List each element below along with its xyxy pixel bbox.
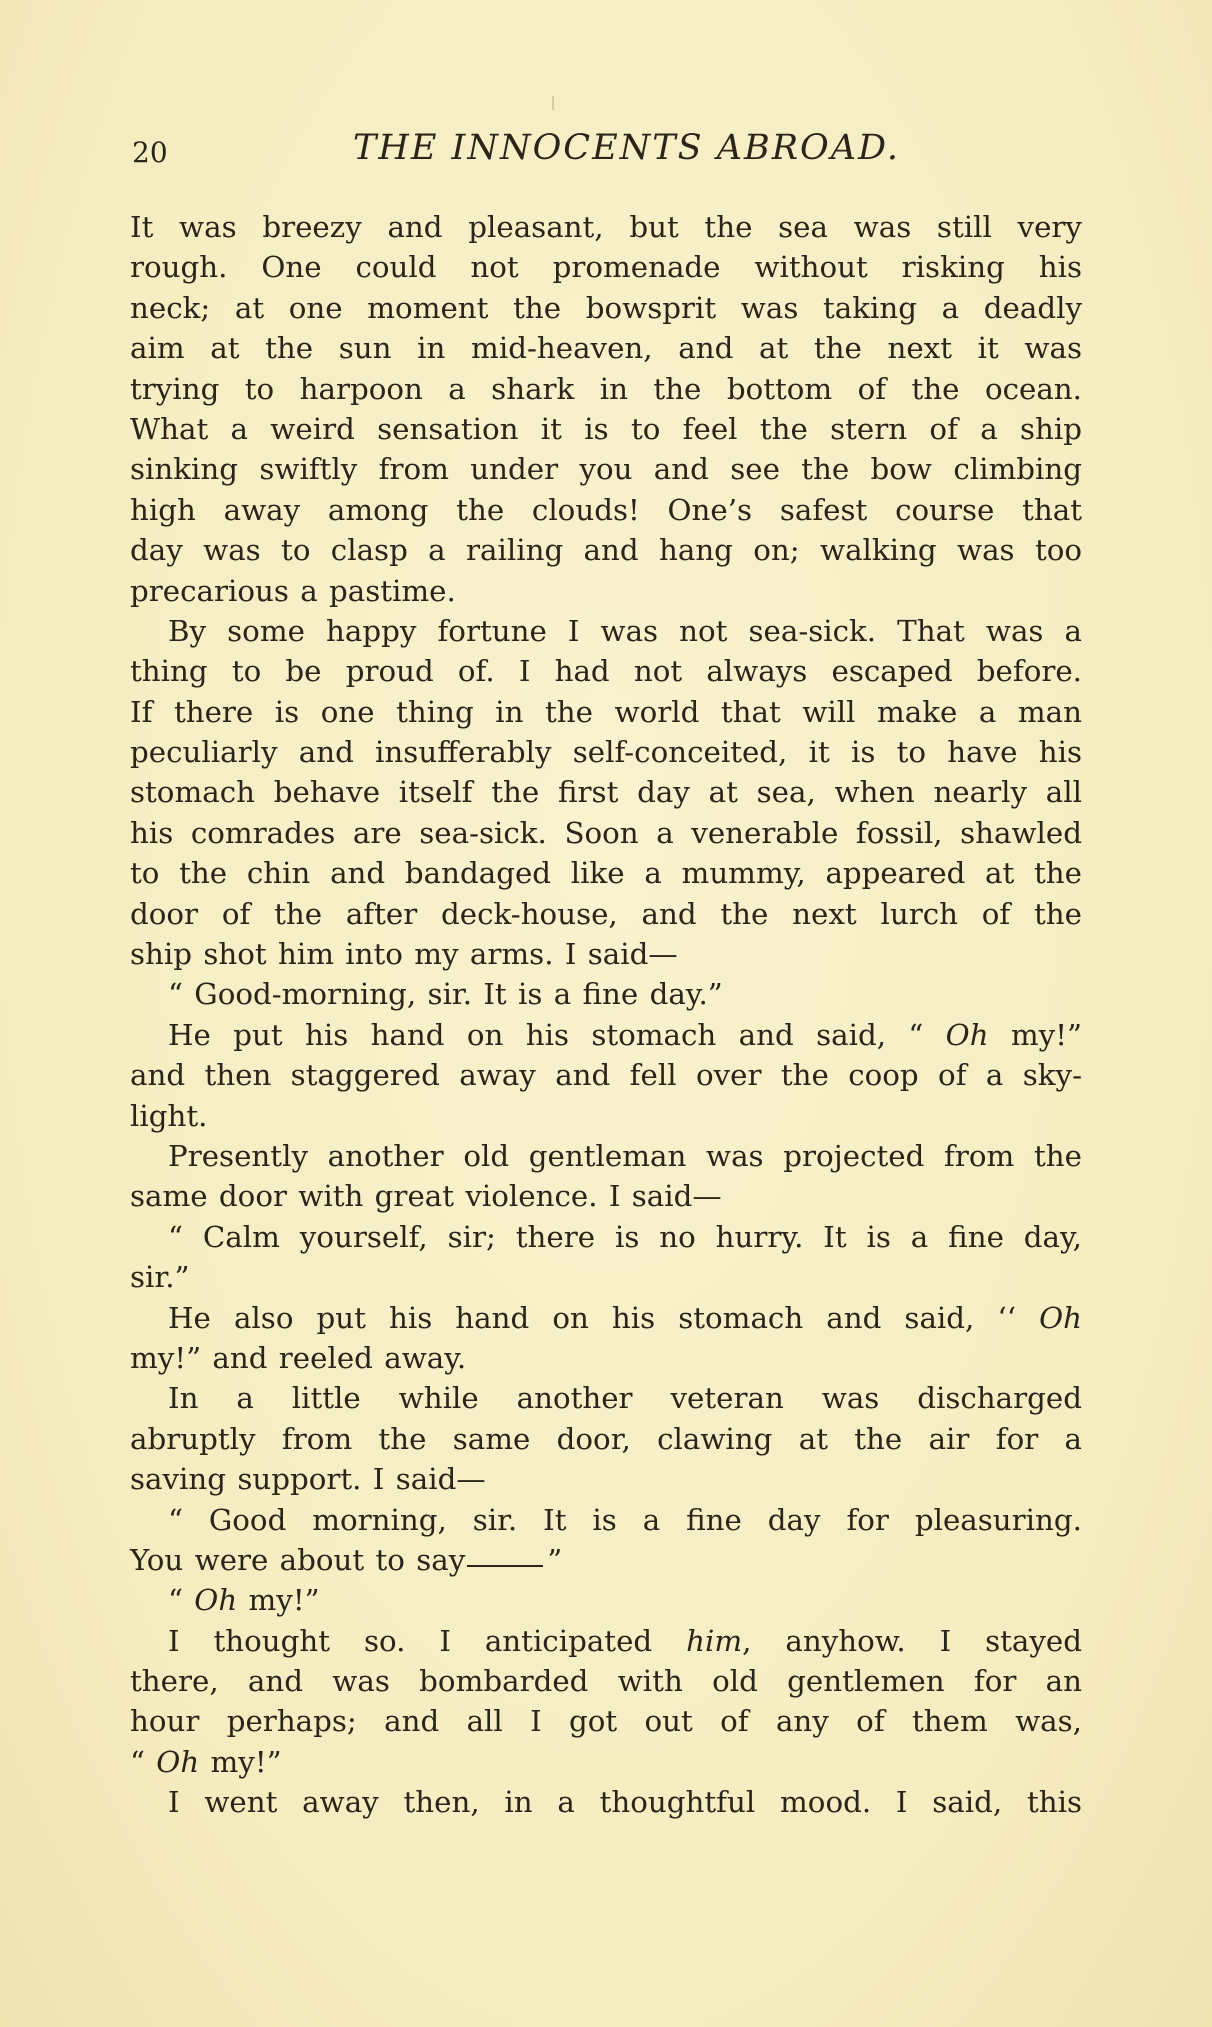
text-line [130, 1621, 1082, 1661]
text-line: hour perhaps; and all I got out of any of them was, [130, 1704, 1082, 1739]
text-line: aim at the sun in mid-heaven, and at the next it was [130, 331, 1082, 366]
text-line: to the chin and bandaged like a mummy, appeared at the [130, 856, 1082, 891]
running-title: THE INNOCENTS ABROAD. [353, 128, 900, 168]
print-mark [552, 96, 554, 110]
text-line [130, 1015, 1082, 1055]
text-line: saving support. I said— [130, 1462, 486, 1497]
text-line [130, 1540, 1082, 1580]
text-line: light. [130, 1098, 208, 1133]
text-segment: ” [547, 1542, 563, 1577]
text-line: my!” and reeled away. [130, 1340, 467, 1375]
italic-text: Oh [945, 1017, 989, 1052]
text-line: there, and was bombarded with old gentlemen for an [130, 1664, 1082, 1699]
text-segment: He also put his hand on his stomach and said, ‘‘ [168, 1300, 1040, 1335]
text-line: ship shot him into my arms. I said— [130, 937, 678, 972]
text-line: What a weird sensation it is to feel the stern of a ship [130, 411, 1082, 446]
text-line: “ Good morning, sir. It is a fine day for pleasuring. [168, 1502, 1082, 1537]
text-segment: my!” [237, 1583, 320, 1618]
text-line: and then staggered away and fell over the coop of a sky- [130, 1058, 1082, 1093]
italic-text: Oh [1039, 1300, 1082, 1335]
italic-text: Oh [194, 1583, 238, 1618]
text-line: If there is one thing in the world that will make a man [130, 694, 1082, 729]
text-segment: my!” [199, 1744, 282, 1779]
text-line: rough. One could not promenade without risking his [130, 250, 1082, 285]
text-line: neck; at one moment the bowsprit was taking a deadly [130, 290, 1082, 325]
text-segment: He put his hand on his stomach and said, “ [168, 1017, 946, 1052]
text-line: “ Calm yourself, sir; there is no hurry. It is a fine day, [168, 1219, 1082, 1254]
text-line: abruptly from the same door, clawing at the air for a [130, 1421, 1082, 1456]
text-segment: my!” [988, 1017, 1082, 1052]
text-line: In a little while another veteran was discharged [168, 1381, 1082, 1416]
text-line [130, 1580, 1082, 1620]
text-segment: I thought so. I anticipated [168, 1623, 687, 1658]
page-number: 20 [132, 136, 168, 169]
text-segment: “ [130, 1744, 157, 1779]
text-line: Presently another old gentleman was projected from the [168, 1138, 1082, 1173]
running-head [130, 128, 1080, 188]
text-line: day was to clasp a railing and hang on; walking was too [130, 533, 1082, 568]
text-line [130, 1298, 1082, 1338]
body-text [130, 207, 1082, 1823]
em-dash-rule [467, 1565, 543, 1567]
text-line: trying to harpoon a shark in the bottom of the ocean. [130, 371, 1082, 406]
text-line: precarious a pastime. [130, 573, 456, 608]
text-line: It was breezy and pleasant, but the sea was still very [130, 210, 1082, 244]
text-line: sir.” [130, 1260, 190, 1295]
text-line: door of the after deck-house, and the next lurch of the [130, 896, 1082, 931]
text-line: high away among the clouds! One’s safest course that [130, 492, 1082, 527]
text-line: thing to be proud of. I had not always escaped before. [130, 654, 1082, 689]
text-line: By some happy fortune I was not sea-sick. That was a [168, 613, 1082, 648]
text-segment: “ [168, 1583, 195, 1618]
text-line: I went away then, in a thoughtful mood. I said, this [168, 1785, 1082, 1820]
italic-text: Oh [156, 1744, 200, 1779]
text-line: stomach behave itself the first day at sea, when nearly all [130, 775, 1082, 810]
italic-text: him [686, 1623, 743, 1658]
text-segment: , anyhow. I stayed [742, 1623, 1082, 1658]
text-line: same door with great violence. I said— [130, 1179, 722, 1214]
text-segment: You were about to say [130, 1542, 466, 1577]
text-line [130, 1742, 1082, 1782]
text-line: his comrades are sea-sick. Soon a venerable fossil, shawled [130, 815, 1082, 850]
text-line: peculiarly and insufferably self-conceited, it is to have his [130, 735, 1082, 770]
text-line: “ Good-morning, sir. It is a fine day.” [168, 977, 723, 1012]
text-line: sinking swiftly from under you and see the bow climbing [130, 452, 1082, 487]
